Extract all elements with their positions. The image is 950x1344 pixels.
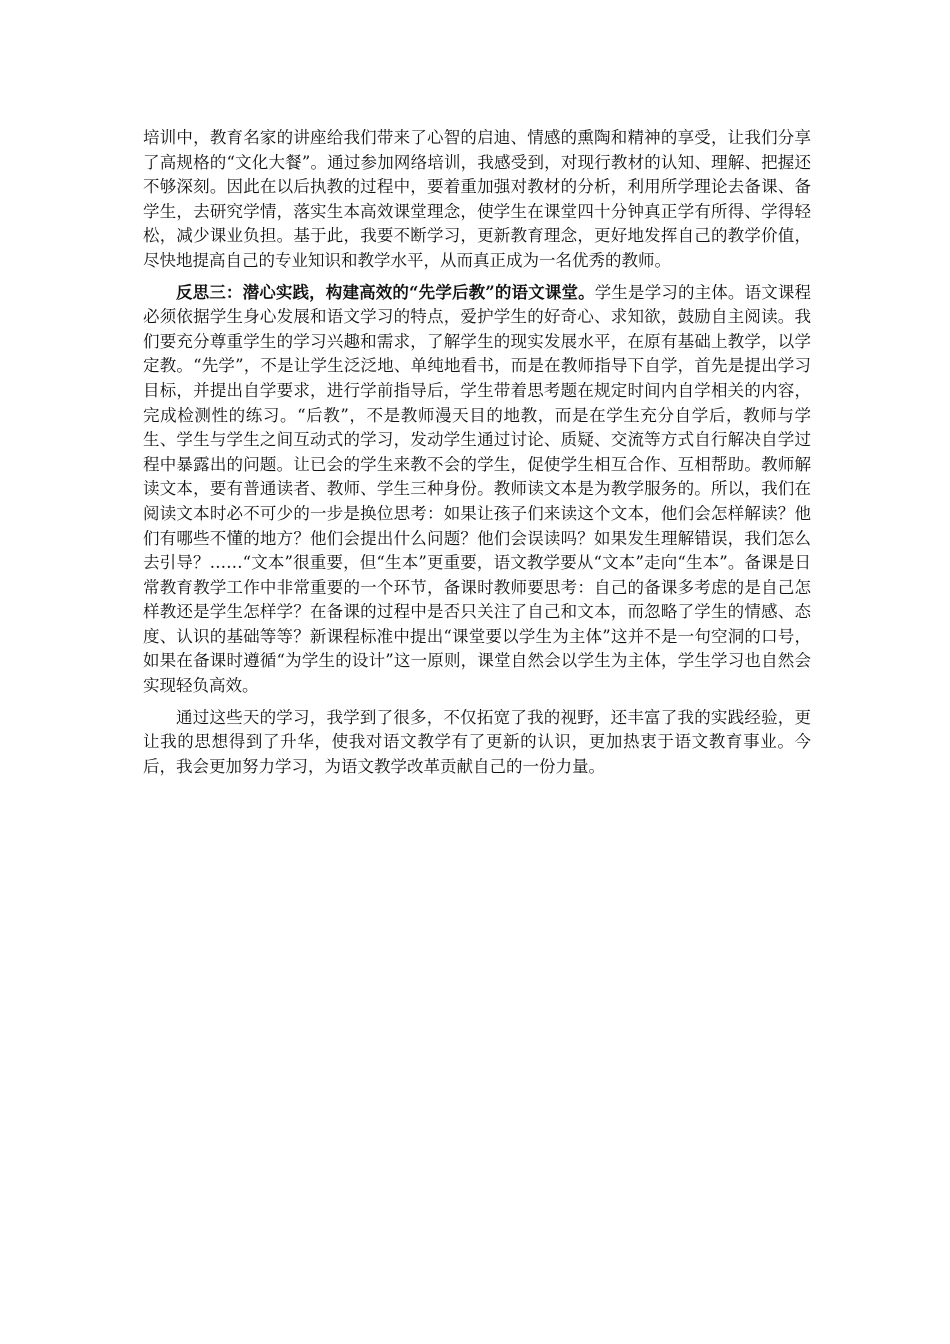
reflection-three-text: 学生是学习的主体。语文课程必须依据学生身心发展和语文学习的特点，爱护学生的好奇心、求知欲，鼓励自主阅读。我们要充分尊重学生的学习兴趣和需求，了解学生的现实发展水平，在原有基础上教学，以学定教。“先学”，不是让学生泛泛地、单纯地看书，而是在教师指导下自学，首先是提出学习目标，并提出自学要求，进行学前指导后，学生带着思考题在规定时间内自学相关的内容，完成检测性的练习。“后教”，不是教师漫天目的地教，而是在学生充分自学后，教师与学生、学生与学生之间互动式的学习，发动学生通过讨论、质疑、交流等方式自行解决自学过程中暴露出的问题。让已会的学生来教不会的学生，促使学生相互合作、互相帮助。教师解读文本，要有普通读者、教师、学生三种身份。教师读文本是为教学服务的。所以，我们在阅读文本时必不可少的一步是换位思考：如果让孩子们来读这个文本，他们会怎样解读？他们有哪些不懂的地方？他们会提出什么问题？他们会误读吗？如果发生理解错误，我们怎么去引导？……“文本”很重要，但“生本”更重要，语文教学要从“文本”走向“生本”。备课是日常教育教学工作中非常重要的一个环节，备课时教师要思考：自己的备课多考虑的是自己怎样教还是学生怎样学？在备课的过程中是否只关注了自己和文本，而忽略了学生的情感、态度、认识的基础等等？新课程标准中提出“课堂要以学生为主体”这并不是一句空洞的口号，如果在备课时遵循“为学生的设计”这一原则，课堂自然会以学生为主体，学生学习也自然会实现轻负高效。 bbox=[143, 282, 812, 696]
document-body bbox=[143, 126, 811, 779]
paragraph-reflection-three bbox=[143, 281, 811, 699]
paragraph-training-reflection: 培训中，教育名家的讲座给我们带来了心智的启迪、情感的熏陶和精神的享受，让我们分享了高规格的“文化大餐”。通过参加网络培训，我感受到，对现行教材的认知、理解、把握还不够深刻。因此在以后执教的过程中，要着重加强对教材的分析，利用所学理论去备课、备学生，去研究学情，落实生本高效课堂理念，使学生在课堂四十分钟真正学有所得、学得轻松，减少课业负担。基于此，我要不断学习，更新教育理念，更好地发挥自己的教学价值，尽快地提高自己的专业知识和教学水平，从而真正成为一名优秀的教师。 bbox=[143, 128, 811, 270]
paragraph-conclusion: 通过这些天的学习，我学到了很多，不仅拓宽了我的视野，还丰富了我的实践经验，更让我的思想得到了升华，使我对语文教学有了更新的认识，更加热衷于语文教育事业。今后，我会更加努力学习，为语文教学改革贡献自己的一份力量。 bbox=[143, 707, 811, 776]
reflection-three-heading: 反思三：潜心实践，构建高效的“先学后教”的语文课堂。 bbox=[176, 282, 595, 302]
